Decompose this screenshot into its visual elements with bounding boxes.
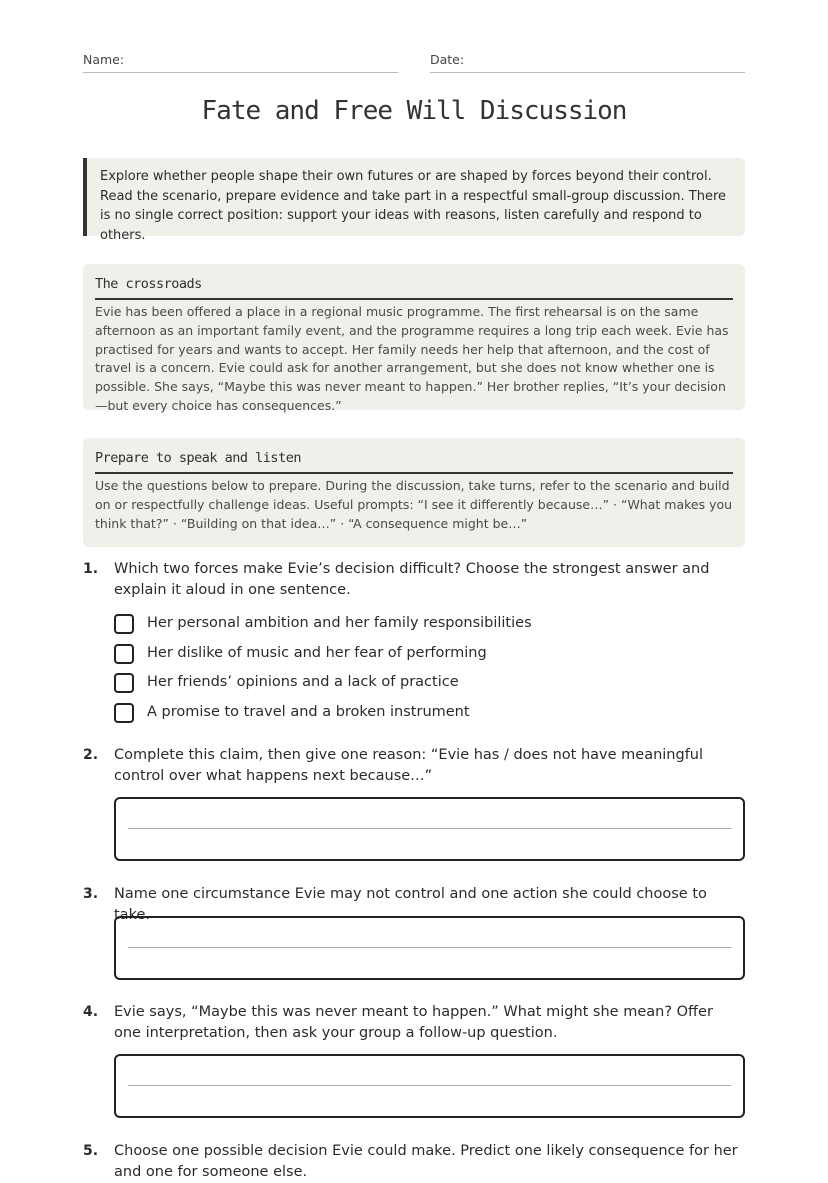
date-label: Date: (430, 52, 465, 67)
page-title: Fate and Free Will Discussion (201, 96, 627, 126)
question-text: Name one circumstance Evie may not control and one action she could choose to take. (114, 886, 707, 923)
intro-panel: Explore whether people shape their own futures or are shaped by forces beyond their control. Read the scenario, prepare evidence and take part in a respectful small-group discussion. There is no single correct position: support your ideas with reasons, listen carefully and respond to others. (83, 158, 745, 236)
date-field[interactable] (430, 52, 745, 73)
answer-box-3[interactable] (114, 916, 745, 980)
answer-line (128, 828, 731, 829)
question-text: Choose one possible decision Evie could make. Predict one likely consequence for her and one for someone else. (114, 1143, 738, 1180)
option-label: A promise to travel and a broken instrument (147, 703, 470, 720)
answer-box-2[interactable] (114, 797, 745, 861)
question-number: 5. (83, 1143, 99, 1159)
scenario-heading: The crossroads (95, 276, 733, 300)
checkbox[interactable] (114, 644, 134, 664)
checkbox[interactable] (114, 614, 134, 634)
question-number: 2. (83, 747, 99, 763)
option-label: Her dislike of music and her fear of performing (147, 644, 487, 661)
prepare-panel (83, 438, 745, 547)
checkbox[interactable] (114, 703, 134, 723)
scenario-panel (83, 264, 745, 413)
option-label: Her friends’ opinions and a lack of practice (147, 674, 459, 690)
question-number: 1. (83, 561, 99, 577)
header-fields (83, 52, 745, 74)
question-text: Evie says, “Maybe this was never meant to happen.” What might she mean? Offer one interpretation, then ask your group a follow-up question. (114, 1004, 713, 1041)
answer-line (128, 947, 731, 948)
prepare-text: Use the questions below to prepare. During the discussion, take turns, refer to the scenario and build on or respectfully challenge ideas. Useful prompts: “I see it differently because…” · “What makes you think that?” · “Building on that idea…” · “A consequence might be…” (95, 478, 733, 531)
checkbox[interactable] (114, 673, 134, 693)
name-field[interactable] (83, 52, 398, 73)
option-label: Her personal ambition and her family responsibilities (147, 615, 532, 631)
scenario-text: Evie has been offered a place in a regional music programme. The first rehearsal is on the same afternoon as an important family event, and the programme requires a long trip each week. Evie has practised for years and wants to accept. Her family needs her help that afternoon, and the cost of travel is a concern. Evie could ask for another arrangement, but she does not know whether one is possible. She says, “Maybe this was never meant to happen.” Her brother replies, “It’s your decision—but every choice has consequences.” (95, 304, 729, 413)
answer-box-4[interactable] (114, 1054, 745, 1118)
question-number: 4. (83, 1004, 99, 1020)
answer-line (128, 1085, 731, 1086)
question-text: Which two forces make Evie’s decision difficult? Choose the strongest answer and explain it aloud in one sentence. (114, 561, 710, 598)
question-text: Complete this claim, then give one reason: “Evie has / does not have meaningful control over what happens next because…” (114, 747, 704, 784)
prepare-heading: Prepare to speak and listen (95, 450, 733, 474)
name-label: Name: (83, 52, 125, 67)
question-number: 3. (83, 886, 99, 902)
